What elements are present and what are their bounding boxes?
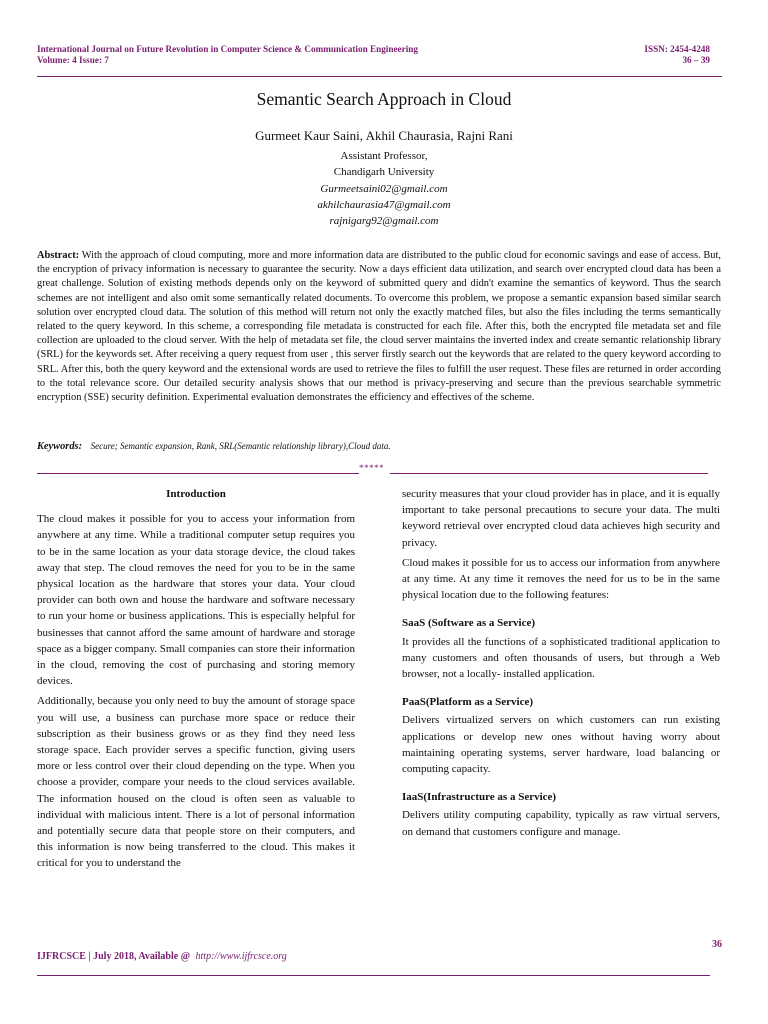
body-paragraph: security measures that your cloud provider has in place, and it is equally important to take personal precautions to secure your data. The multi keyword retrieval over encrypted cloud data achieves high security and privacy. bbox=[402, 488, 720, 549]
author-email: rajnigarg92@gmail.com bbox=[329, 215, 439, 228]
journal-issn: ISSN: 2454-4248 bbox=[644, 44, 710, 54]
section-separator: ***** bbox=[359, 463, 384, 473]
body-paragraph: Cloud makes it possible for us to access our information from anywhere at any time. At any time it removes the need for us to be in the same physical location due to the following features: bbox=[402, 556, 720, 602]
body-paragraph: Delivers virtualized servers on which customers can run existing applications or develop new ones without having worry about maintaining operating systems, server hardware, load balancing or computing capacity. bbox=[402, 714, 720, 776]
journal-name: International Journal on Future Revolution in Computer Science & Communication Engineering bbox=[37, 44, 418, 54]
keywords-text: Secure; Semantic expansion, Rank, SRL(Semantic relationship library),Cloud data. bbox=[90, 441, 391, 451]
author-institution: Chandigarh University bbox=[333, 166, 435, 179]
section-heading: SaaS (Software as a Service) bbox=[402, 617, 535, 630]
journal-link[interactable]: http://www.ijfrcsce.org bbox=[195, 951, 287, 962]
abstract bbox=[37, 249, 721, 405]
page-number: 36 bbox=[712, 939, 722, 950]
body-paragraph: It provides all the functions of a sophisticated traditional application to many customers and often thousands of users, but through a Web browser, not a locally- installed application. bbox=[402, 635, 720, 681]
body-paragraph: The cloud makes it possible for you to access your information from anywhere at any time. While a traditional computer setup requires you to be in the same location as your data storage device, the cloud takes away that step. The cloud removes the need for you to be in the same physical location as the hardware that stores your data. Your cloud provider can both own and house the hardware and software necessary to run your home or business applications. This is especially helpful for businesses that cannot afford the same amount of hardware and storage space as a bigger company. Small companies can store their information in the cloud, removing the cost of purchasing and storing memory devices. bbox=[37, 513, 355, 688]
paper-authors: Gurmeet Kaur Saini, Akhil Chaurasia, Rajni Rani bbox=[255, 128, 513, 143]
footer-divider bbox=[37, 975, 710, 976]
footer-text: IJFRCSCE | July 2018, Available @ bbox=[37, 951, 191, 962]
paper-title: Semantic Search Approach in Cloud bbox=[256, 89, 512, 109]
section-heading: IaaS(Infrastructure as a Service) bbox=[402, 791, 557, 804]
body-paragraph: Additionally, because you only need to buy the amount of storage space you will use, a business can purchase more space or reduce their subscription as their business grows or as they find they need less storage space. Each provider serves a specific function, giving users more or less control over their cloud depending on the type. When you choose a provider, compare your needs to the cloud services available. The information housed on the cloud is often seen as valuable to individual with malicious intent. There is a lot of personal information and potentially secure data that people store on their computers, and this information is now being transferred to the cloud. This makes it critical for you to understand the bbox=[37, 695, 355, 870]
right-column bbox=[402, 486, 720, 844]
journal-header bbox=[37, 44, 418, 66]
abstract-label: Abstract: bbox=[37, 250, 80, 261]
journal-pages: 36 – 39 bbox=[682, 55, 710, 65]
section-divider-right bbox=[390, 473, 708, 474]
author-email: Gurmeetsaini02@gmail.com bbox=[320, 182, 448, 195]
abstract-text: With the approach of cloud computing, more and more information data are distributed to the public cloud for economic savings and ease of access. But, the encryption of privacy information is necessary to guarantee the security. Now a days efficient data utilization, and search over encrypted cloud data has been a great challenge. Solution of existing methods depends only on the keyword of submitted query and didn't examine the semantics of keyword. Thus the search schemes are not intelligent and also omit some semantically related documents. To overcome this problem, we propose a semantic expansion based similar search solution over encrypted cloud data. The solution of this method will return not only the exactly matched files, but also the files including the terms semantically related to the query keyword. In this scheme, a corresponding file metadata is constructed for each file. After this, both the encrypted file metadata set and file collection are uploaded to the cloud server. With the help of metadata set file, the cloud server maintains the inverted index and create semantic relationship library (SRL) for the keywords set. After receiving a query request from user , this server firstly search out the keywords that are related to the query keyword according to SRL. After this, both the query keyword and the extensional words are used to retrieve the files to fulfill the user request. These files are returned in order according to the total relevance score. Our detailed security analysis shows that our method is privacy-preserving and secure than the previous searchable symmetric encryption (SSE) security definition. Experimental evaluation demonstrates the efficiency and effectives of the scheme. bbox=[37, 250, 721, 404]
left-column bbox=[37, 486, 355, 876]
section-divider-left bbox=[37, 473, 359, 474]
keywords-label: Keywords: bbox=[37, 441, 83, 452]
footer-citation bbox=[37, 951, 287, 962]
section-heading: Introduction bbox=[166, 488, 226, 500]
author-role: Assistant Professor, bbox=[340, 150, 428, 162]
body-paragraph: Delivers utility computing capability, typically as raw virtual servers, on demand that customers configure and manage. bbox=[402, 809, 720, 838]
affiliation-block bbox=[0, 148, 768, 229]
author-email: akhilchaurasia47@gmail.com bbox=[317, 198, 451, 211]
journal-volume: Volume: 4 Issue: 7 bbox=[37, 55, 109, 65]
section-heading: PaaS(Platform as a Service) bbox=[402, 696, 534, 709]
journal-issn-block bbox=[644, 44, 710, 66]
keywords bbox=[37, 441, 391, 452]
header-divider bbox=[37, 76, 722, 77]
